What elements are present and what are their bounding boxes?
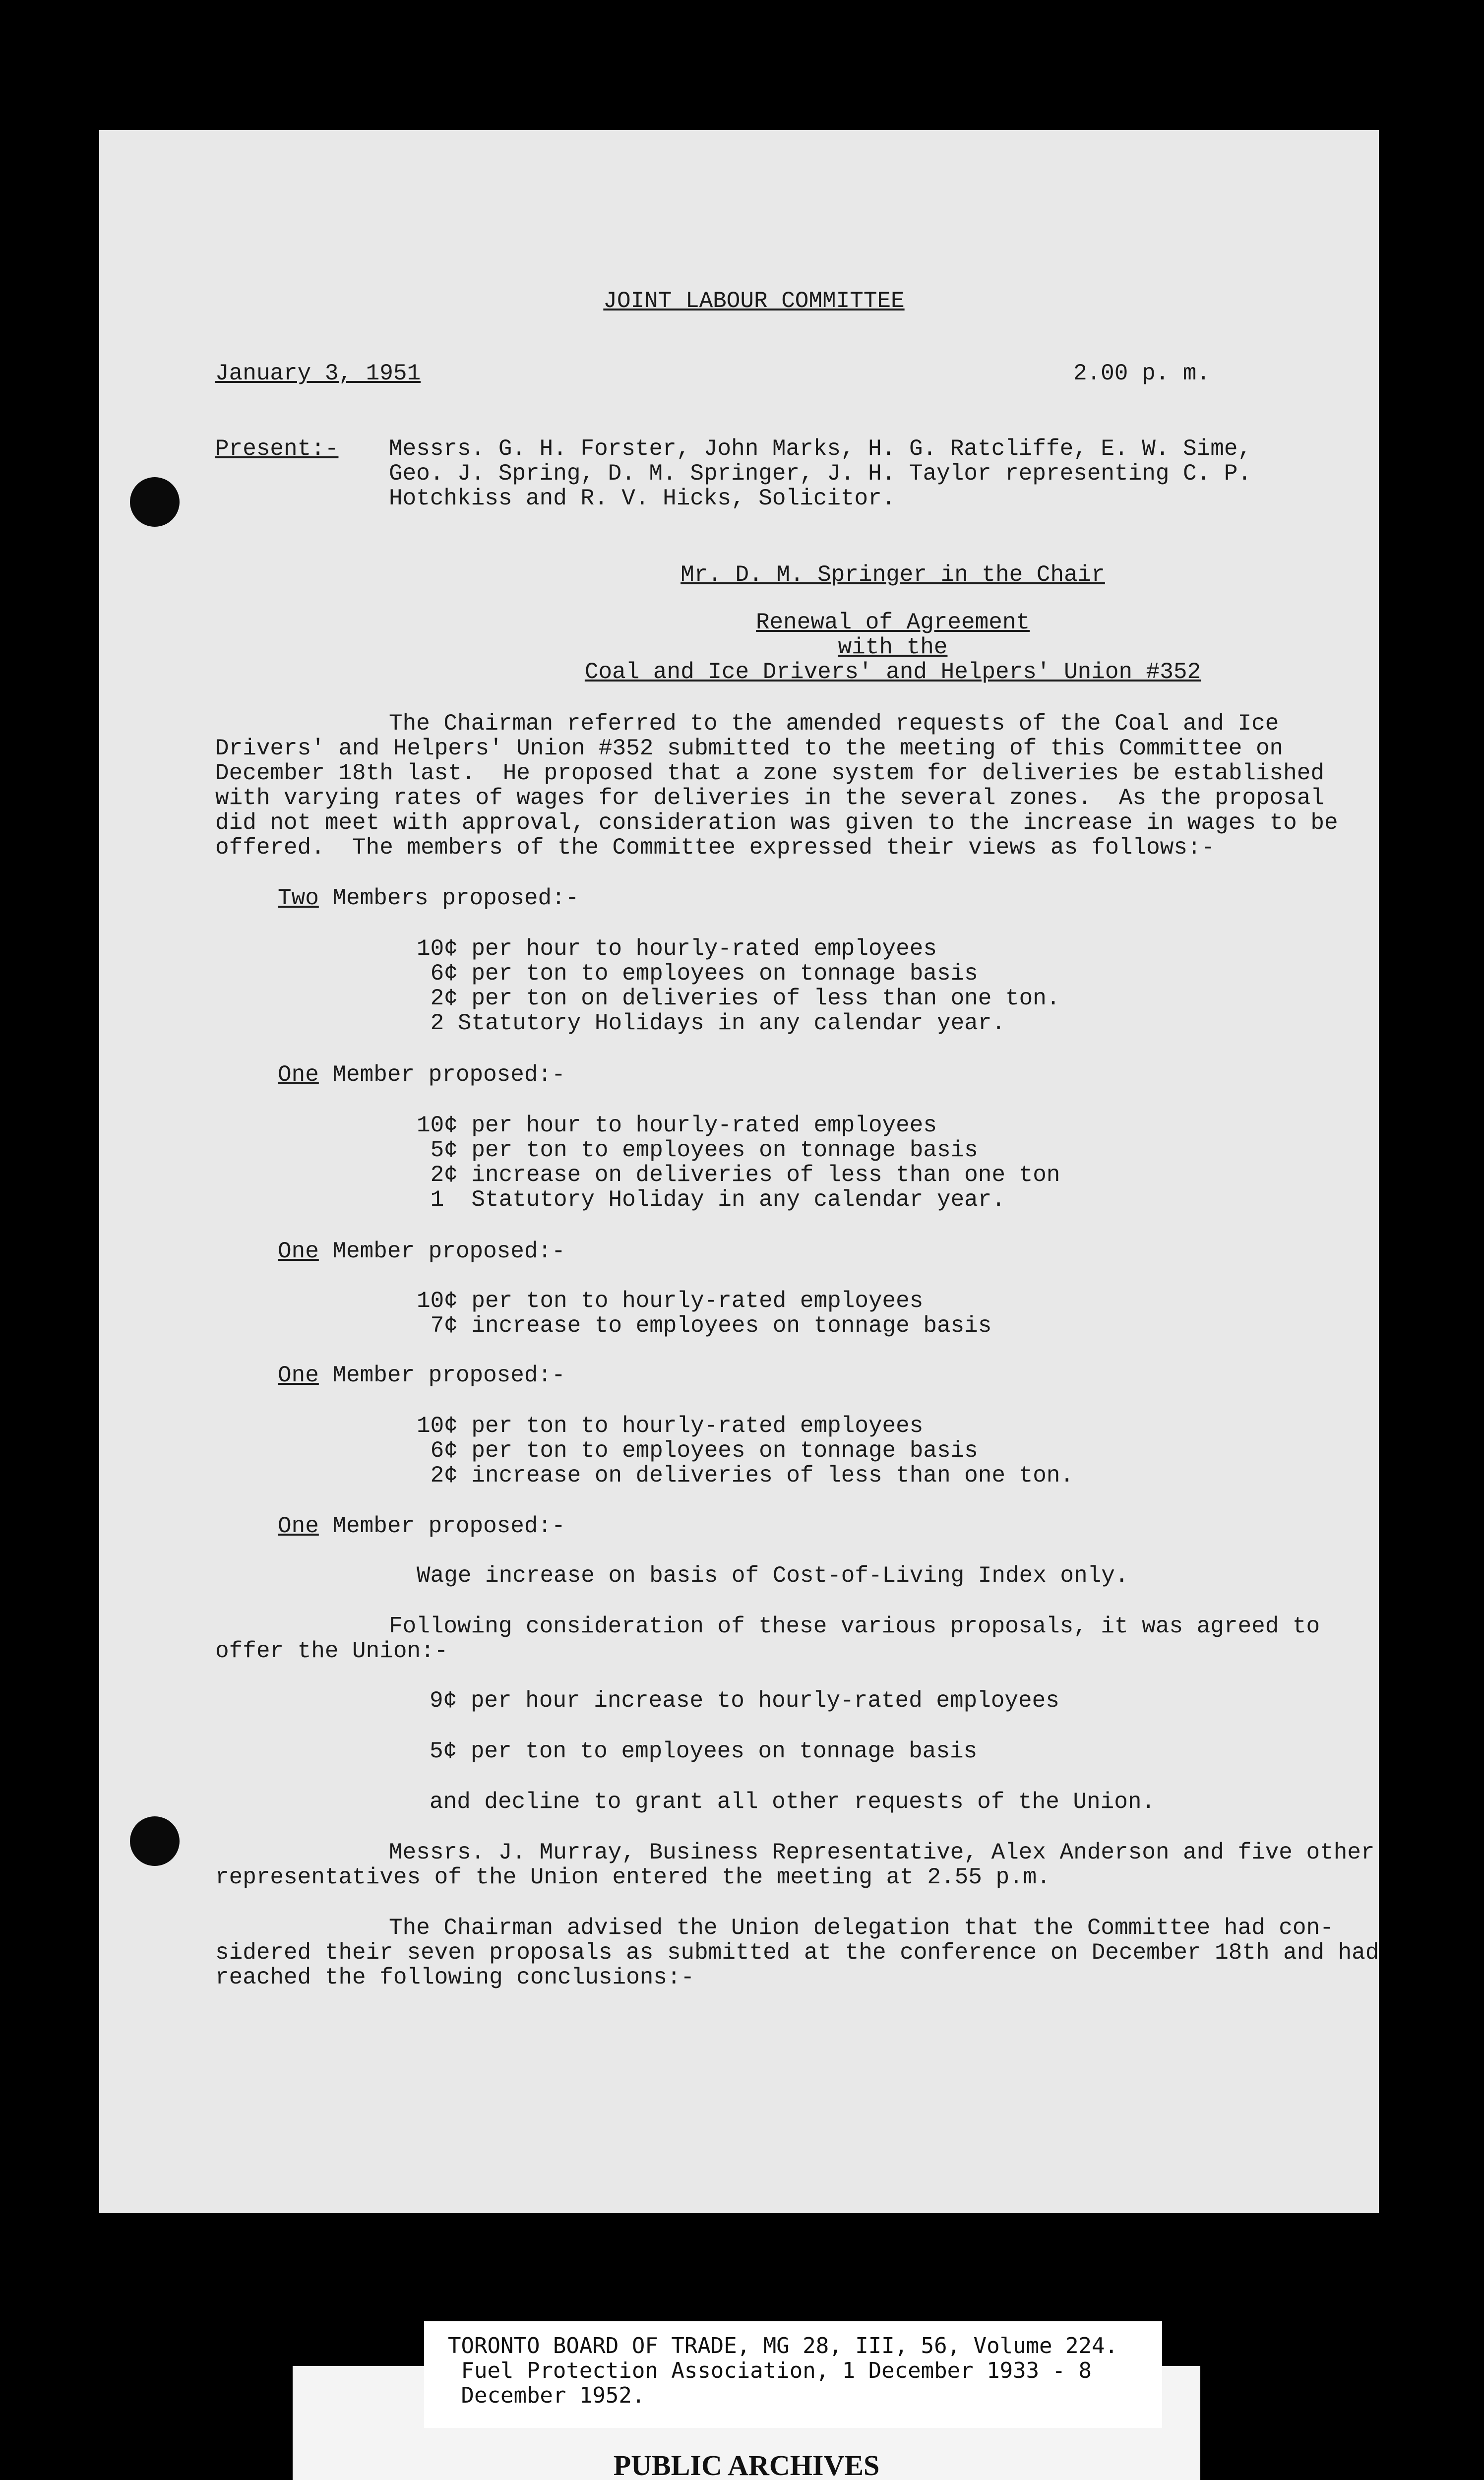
proposal-item: 2¢ per ton on deliveries of less than one ton.: [417, 986, 1060, 1011]
proposal-header: [278, 1239, 565, 1264]
proposal-item: 2 Statutory Holidays in any calendar year.: [417, 1010, 1005, 1036]
proposal-item: 5¢ per ton to employees on tonnage basis: [417, 1137, 978, 1163]
document-page: [99, 130, 1379, 2213]
punch-hole-top: [130, 477, 180, 527]
proposal-item: 7¢ increase to employees on tonnage basis: [417, 1313, 992, 1339]
proposal-count: One: [278, 1239, 319, 1264]
proposal-label: Members proposed:-: [318, 885, 579, 911]
proposal-count: One: [278, 1363, 319, 1388]
present-line: Messrs. G. H. Forster, John Marks, H. G. Ratcliffe, E. W. Sime,: [389, 436, 1252, 462]
agreed-line: offer the Union:-: [215, 1638, 448, 1664]
proposal-header: [278, 1062, 565, 1087]
proposal-item: 1 Statutory Holiday in any calendar year.: [417, 1187, 1005, 1213]
proposal-item: 10¢ per hour to hourly-rated employees: [417, 1113, 937, 1138]
proposal-item: 10¢ per ton to hourly-rated employees: [417, 1288, 924, 1314]
stamp-line: PUBLIC ARCHIVES: [613, 2449, 880, 2480]
intro-line: with varying rates of wages for deliveries in the several zones. As the proposal: [215, 785, 1324, 811]
present-label: Present:-: [215, 436, 339, 462]
offer-item: and decline to grant all other requests of the Union.: [430, 1789, 1156, 1815]
intro-line: did not meet with approval, consideration was given to the increase in wages to be: [215, 810, 1338, 836]
proposal-label: Member proposed:-: [318, 1239, 565, 1264]
present-line: Hotchkiss and R. V. Hicks, Solicitor.: [389, 486, 896, 511]
offer-item: 9¢ per hour increase to hourly-rated employees: [430, 1688, 1059, 1714]
proposal-count: One: [278, 1062, 319, 1088]
present-line: Geo. J. Spring, D. M. Springer, J. H. Taylor representing C. P.: [389, 461, 1252, 487]
chair-line: Mr. D. M. Springer in the Chair: [680, 562, 1105, 588]
proposal-count: One: [278, 1513, 319, 1539]
proposal-label: Member proposed:-: [318, 1513, 565, 1539]
proposal-header: [278, 886, 579, 911]
proposal-item: 6¢ per ton to employees on tonnage basis: [417, 961, 978, 987]
advised-line: reached the following conclusions:-: [215, 1965, 695, 1990]
intro-line: Drivers' and Helpers' Union #352 submitted to the meeting of this Committee on: [215, 736, 1284, 761]
intro-line: December 18th last. He proposed that a zone system for deliveries be established: [215, 760, 1324, 786]
proposal-count: Two: [278, 885, 319, 911]
meeting-time: 2.00 p. m.: [1073, 361, 1210, 386]
archive-stamp: [293, 2450, 1200, 2480]
entered-line: representatives of the Union entered the meeting at 2.55 p.m.: [215, 1864, 1051, 1890]
proposal-item: 6¢ per ton to employees on tonnage basis: [417, 1438, 978, 1464]
proposal-item: 2¢ increase on deliveries of less than one ton.: [417, 1463, 1074, 1488]
proposal-item: Wage increase on basis of Cost-of-Living Index only.: [417, 1563, 1129, 1589]
advised-line: sidered their seven proposals as submitted at the conference on December 18th and had: [215, 1940, 1379, 1966]
proposal-header: [278, 1514, 565, 1539]
intro-line: offered. The members of the Committee expressed their views as follows:-: [215, 835, 1215, 861]
subject-line: Renewal of Agreement: [755, 610, 1030, 635]
proposal-label: Member proposed:-: [318, 1363, 565, 1388]
subject-line: Coal and Ice Drivers' and Helpers' Union #352: [584, 659, 1201, 685]
archive-reference-label: [424, 2321, 1162, 2428]
entered-line: Messrs. J. Murray, Business Representative, Alex Anderson and five other: [389, 1840, 1375, 1865]
proposal-item: 10¢ per hour to hourly-rated employees: [417, 936, 937, 962]
agreed-line: Following consideration of these various proposals, it was agreed to: [389, 1613, 1320, 1639]
proposal-item: 10¢ per ton to hourly-rated employees: [417, 1413, 924, 1439]
proposal-header: [278, 1363, 565, 1388]
archive-label-line: Fuel Protection Association, 1 December 1933 - 8: [448, 2358, 1092, 2383]
intro-line: The Chairman referred to the amended requests of the Coal and Ice: [389, 711, 1279, 737]
advised-line: The Chairman advised the Union delegation that the Committee had con-: [389, 1915, 1334, 1941]
archive-label-line: TORONTO BOARD OF TRADE, MG 28, III, 56, Volume 224.: [448, 2333, 1118, 2358]
subject-line: with the: [838, 634, 948, 660]
proposal-label: Member proposed:-: [318, 1062, 565, 1088]
punch-hole-bottom: [130, 1816, 180, 1866]
document-heading: JOINT LABOUR COMMITTEE: [603, 288, 905, 314]
offer-item: 5¢ per ton to employees on tonnage basis: [430, 1738, 978, 1764]
proposal-item: 2¢ increase on deliveries of less than one ton: [417, 1162, 1060, 1188]
meeting-date: January 3, 1951: [215, 361, 421, 386]
archive-label-line: December 1952.: [448, 2383, 645, 2408]
